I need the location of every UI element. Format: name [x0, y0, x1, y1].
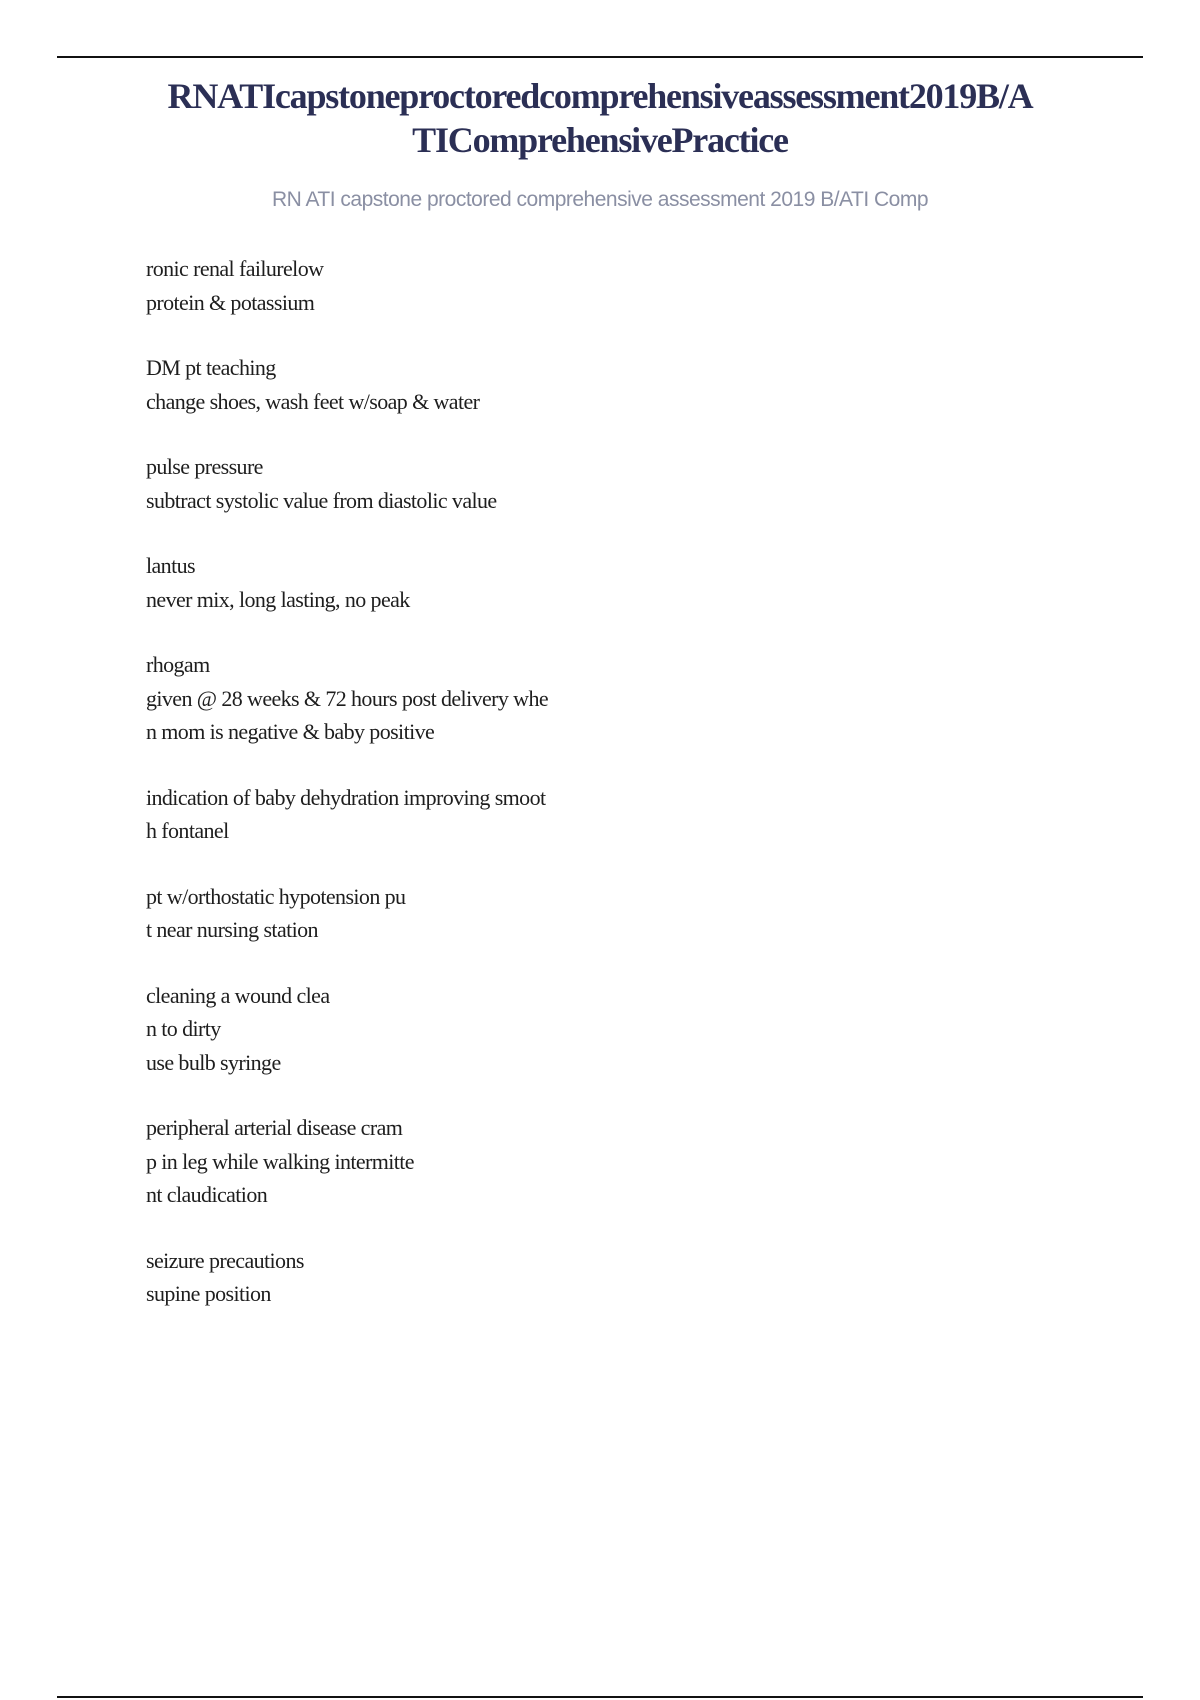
flashcard-definition-line: h fontanel	[146, 818, 229, 843]
flashcard-definition-line: supine position	[146, 1281, 271, 1306]
flashcard-entry	[146, 351, 846, 418]
flashcard-term: DM pt teaching	[146, 355, 276, 380]
flashcard-term: pt w/orthostatic hypotension pu	[146, 883, 406, 909]
document-title	[90, 74, 1110, 162]
flashcard-definition-line: protein & potassium	[146, 289, 315, 315]
title-line: RNATIcapstoneproctoredcomprehensiveassessment2019B/A	[167, 76, 1033, 116]
flashcard-list	[146, 252, 846, 1343]
flashcard-definition-line: p in leg while walking intermitte	[146, 1148, 414, 1174]
flashcard-definition-line: n mom is negative & baby positive	[146, 719, 435, 744]
document-subtitle: RN ATI capstone proctored comprehensive assessment 2019 B/ATI Comp	[271, 188, 929, 211]
flashcard-entry	[146, 1111, 846, 1212]
flashcard-entry	[146, 648, 846, 749]
flashcard-term: lantus	[146, 553, 195, 578]
flashcard-entry	[146, 252, 846, 319]
flashcard-definition-line: use bulb syringe	[146, 1049, 281, 1075]
flashcard-term: ronic renal failurelow	[146, 256, 324, 281]
bottom-rule	[57, 1696, 1143, 1698]
title-line: TIComprehensivePractice	[412, 120, 788, 160]
flashcard-definition-line: t near nursing station	[146, 917, 318, 942]
flashcard-entry	[146, 450, 846, 517]
flashcard-term: indication of baby dehydration improving smoot	[146, 784, 546, 810]
top-rule	[57, 56, 1143, 58]
flashcard-entry	[146, 979, 846, 1080]
flashcard-definition-line: n to dirty	[146, 1016, 221, 1041]
flashcard-term: rhogam	[146, 652, 210, 677]
flashcard-definition-line: given @ 28 weeks & 72 hours post delivery whe	[146, 685, 549, 711]
flashcard-entry	[146, 549, 846, 616]
flashcard-definition-line: nt claudication	[146, 1182, 268, 1207]
flashcard-definition-line: change shoes, wash feet w/soap & water	[146, 388, 480, 414]
flashcard-term: pulse pressure	[146, 454, 263, 479]
flashcard-entry	[146, 880, 846, 947]
flashcard-definition-line: subtract systolic value from diastolic value	[146, 487, 497, 513]
flashcard-definition-line: never mix, long lasting, no peak	[146, 586, 410, 612]
flashcard-term: peripheral arterial disease cram	[146, 1115, 403, 1140]
flashcard-term: seizure precautions	[146, 1247, 304, 1273]
flashcard-term: cleaning a wound clea	[146, 982, 330, 1008]
flashcard-entry	[146, 1244, 846, 1311]
flashcard-entry	[146, 781, 846, 848]
